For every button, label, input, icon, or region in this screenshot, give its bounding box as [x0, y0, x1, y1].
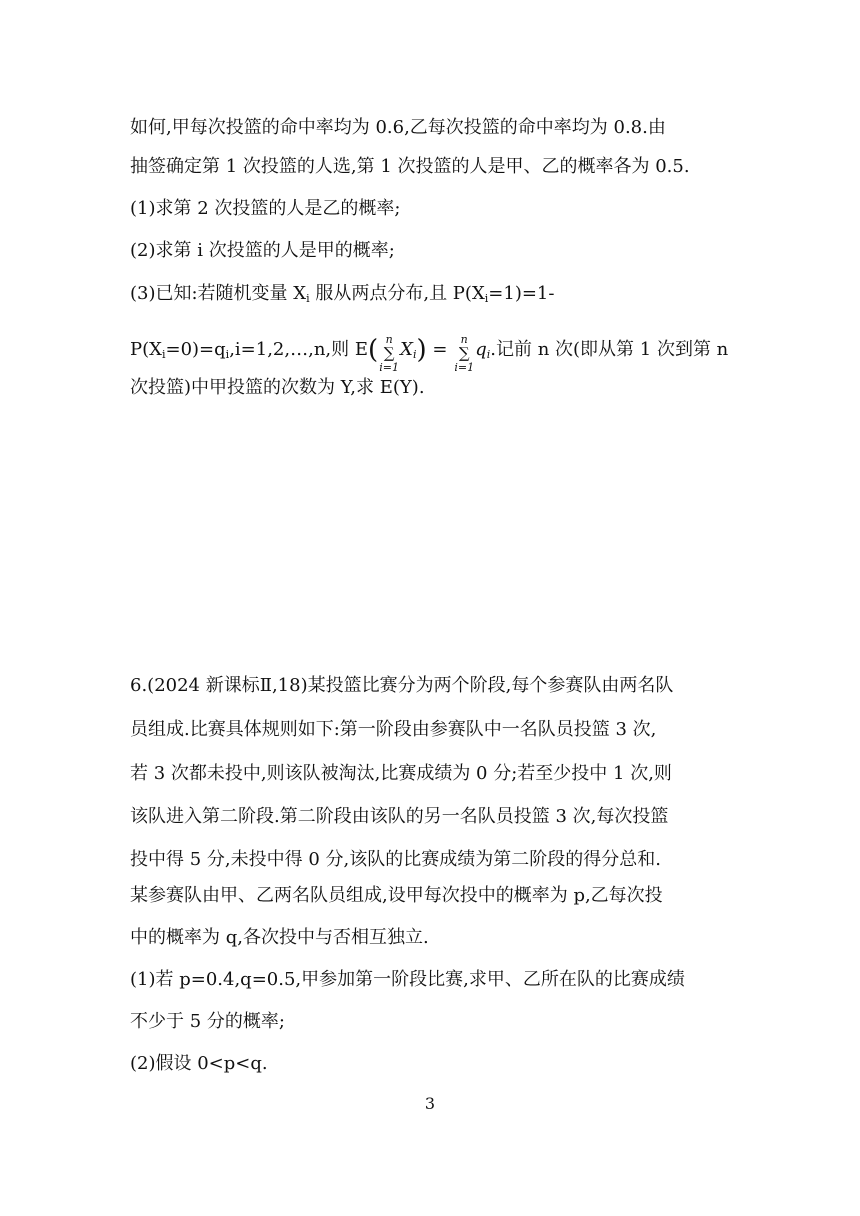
page-number: 3	[424, 1094, 436, 1113]
text-segment: (3)已知:若随机变量 X	[130, 283, 307, 304]
right-paren: )	[416, 335, 427, 365]
q6-line-2: 员组成.比赛具体规则如下:第一阶段由参赛队中一名队员投篮 3 次,	[130, 719, 657, 740]
subscript: i	[306, 292, 310, 305]
q5-part-2: (2)求第 i 次投篮的人是甲的概率;	[130, 240, 395, 261]
subscript: i	[161, 348, 166, 361]
text-segment: 服从两点分布,且 P(X	[309, 283, 485, 304]
text-segment: .记前 n 次(即从第 1 次到第 n	[490, 339, 729, 360]
variable-q: q	[475, 339, 487, 360]
sum-lower: i=1	[454, 361, 475, 374]
text-segment: =0)=q	[165, 339, 226, 360]
text-segment: P(X	[130, 339, 162, 360]
variable-x: X	[400, 339, 413, 360]
q5-line-7: 次投篮)中甲投篮的次数为 Y,求 E(Y).	[130, 377, 425, 398]
sum-upper: n	[460, 333, 468, 346]
q5-line-2: 抽签确定第 1 次投篮的人选,第 1 次投篮的人是甲、乙的概率各为 0.5.	[130, 156, 690, 177]
sum-sigma: ∑	[458, 344, 470, 362]
sum-sigma: ∑	[383, 344, 395, 362]
sum-lower: i=1	[379, 361, 400, 374]
q6-line-7: 中的概率为 q,各次投中与否相互独立.	[130, 927, 429, 948]
q6-line-3: 若 3 次都未投中,则该队被淘汰,比赛成绩为 0 分;若至少投中 1 次,则	[130, 763, 672, 784]
q6-part-1: (1)若 p=0.4,q=0.5,甲参加第一阶段比赛,求甲、乙所在队的比赛成绩	[130, 969, 685, 990]
q6-line-1: 6.(2024 新课标Ⅱ,18)某投篮比赛分为两个阶段,每个参赛队由两名队	[130, 675, 674, 696]
q6-part-2: (2)假设 0<p<q.	[130, 1053, 268, 1074]
summation-symbol	[379, 330, 400, 374]
q5-formula-line	[130, 330, 729, 374]
text-segment: ,i=1,2,…,n,则 E	[229, 339, 368, 360]
q5-line-1: 如何,甲每次投篮的命中率均为 0.6,乙每次投篮的命中率均为 0.8.由	[130, 117, 666, 138]
subscript: i	[486, 348, 491, 361]
q6-line-4: 该队进入第二阶段.第二阶段由该队的另一名队员投篮 3 次,每次投篮	[130, 806, 669, 827]
q5-part-3	[130, 282, 554, 311]
q6-part-1-cont: 不少于 5 分的概率;	[130, 1011, 285, 1032]
q5-part-1: (1)求第 2 次投篮的人是乙的概率;	[130, 198, 401, 219]
summation-symbol	[454, 330, 475, 374]
subscript: i	[484, 292, 489, 305]
subscript: i	[225, 348, 230, 361]
left-paren: (	[368, 335, 379, 365]
q6-line-6: 某参赛队由甲、乙两名队员组成,设甲每次投中的概率为 p,乙每次投	[130, 885, 663, 906]
text-segment: =1)=1-	[488, 283, 555, 304]
sum-upper: n	[385, 333, 393, 346]
q6-line-5: 投中得 5 分,未投中得 0 分,该队的比赛成绩为第二阶段的得分总和.	[130, 849, 661, 870]
subscript: i	[412, 348, 417, 361]
equals-sign: =	[426, 339, 454, 360]
